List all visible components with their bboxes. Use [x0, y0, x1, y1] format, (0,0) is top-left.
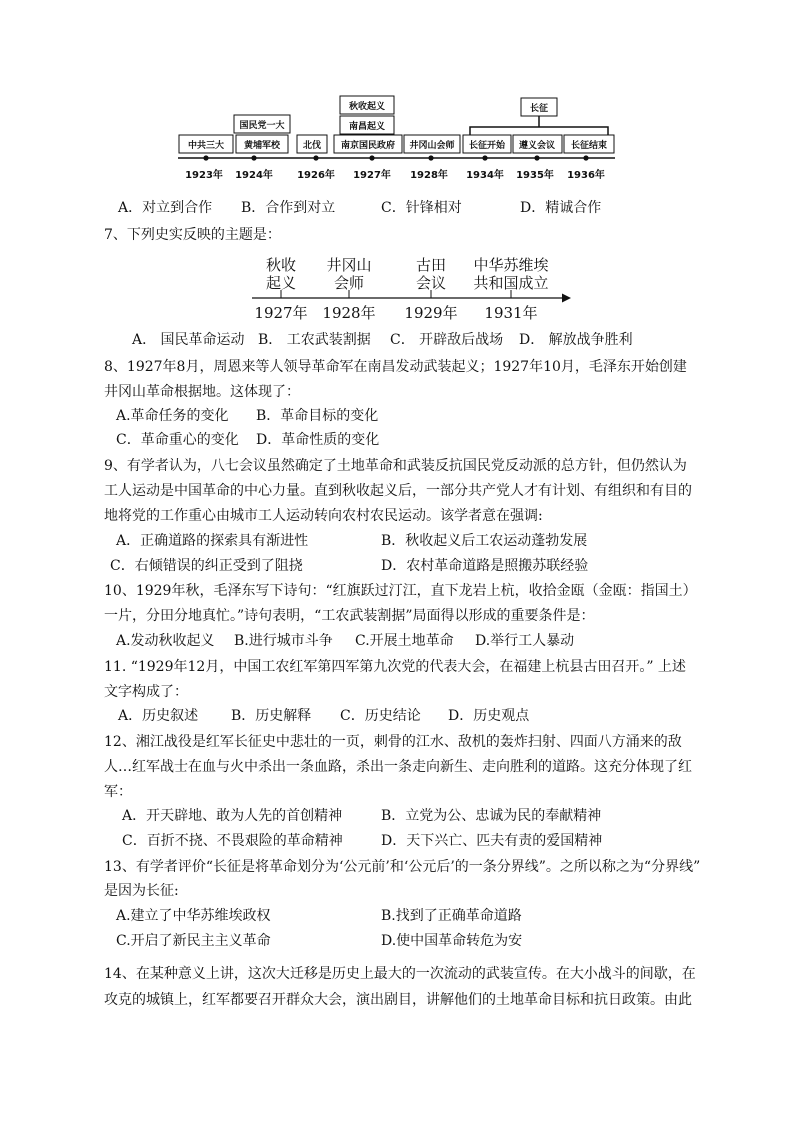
event-label: 长征结束: [570, 141, 608, 151]
year-dot: [369, 155, 374, 160]
option-c[interactable]: C． 开辟敌后战场: [390, 332, 504, 348]
option-b[interactable]: B．历史解释: [231, 708, 312, 724]
question-12-text: 军：: [104, 784, 132, 800]
option-c[interactable]: C．百折不挠、不畏艰险的革命精神: [122, 833, 343, 849]
event-label: 井冈山会师: [409, 141, 455, 151]
year-dot: [482, 155, 487, 160]
option-d[interactable]: D．精诚合作: [520, 200, 602, 216]
year-label: 1929年: [404, 304, 458, 322]
option-d[interactable]: D．革命性质的变化: [256, 432, 380, 448]
option-d[interactable]: D.使中国革命转危为安: [381, 933, 523, 949]
question-13-text: 13、有学者评价“长征是将革命划分为‘公元前’和‘公元后’的一条分界线”。之所以称之为“分界线”: [104, 859, 701, 875]
question-11-text: 文字构成了：: [104, 684, 188, 700]
question-12-text: 人…红军战士在血与火中杀出一条血路，杀出一条走向新生、走向胜利的道路。这充分体现了红: [104, 759, 692, 775]
event-label: 秋收: [265, 256, 297, 274]
event-label: 长征: [529, 104, 549, 114]
year-dot: [251, 155, 256, 160]
event-label: 古田: [415, 256, 447, 274]
event-label: 长征开始: [468, 141, 506, 151]
option-b[interactable]: B．立党为公、忠诚为民的奉献精神: [381, 808, 602, 824]
year-label: 1927年: [353, 170, 391, 181]
timeline-figure-2: [0, 250, 794, 325]
option-d[interactable]: D． 解放战争胜利: [519, 332, 633, 348]
option-d[interactable]: D．农村革命道路是照搬苏联经验: [381, 558, 589, 574]
option-a[interactable]: A．正确道路的探索具有渐进性: [116, 533, 309, 549]
year-dot: [203, 155, 208, 160]
option-b[interactable]: B． 工农武装割据: [258, 332, 371, 348]
year-label: 1928年: [410, 170, 448, 181]
timeline-figure-1: [0, 0, 794, 190]
option-c[interactable]: C．右倾错误的纠正受到了阻挠: [110, 558, 303, 574]
option-b[interactable]: B．秋收起义后工农运动蓬勃发展: [381, 533, 588, 549]
question-8-text: 8、1927年8月，周恩来等人领导革命军在南昌发动武装起义；1927年10月，毛泽东开始创建: [104, 359, 687, 375]
year-label: 1931年: [484, 304, 538, 322]
question-11-text: 11. “1929年12月，中国工农红军第四军第九次党的代表大会，在福建上杭县古田召开。” 上述: [104, 659, 686, 675]
option-b[interactable]: B.找到了正确革命道路: [381, 908, 522, 924]
event-label: 南京国民政府: [340, 141, 396, 151]
year-label: 1934年: [466, 170, 504, 181]
year-dot: [313, 155, 318, 160]
option-a[interactable]: A.革命任务的变化: [116, 408, 229, 424]
year-label: 1935年: [516, 170, 554, 181]
option-a[interactable]: A.发动秋收起义: [116, 633, 215, 649]
option-c[interactable]: C．针锋相对: [381, 200, 462, 216]
year-label: 1926年: [297, 170, 335, 181]
year-dot: [534, 155, 539, 160]
option-d[interactable]: D．天下兴亡、匹夫有责的爱国精神: [381, 833, 603, 849]
event-label: 中共三大: [187, 141, 225, 151]
event-label: 会师: [333, 274, 365, 292]
long-march-bracket: [470, 127, 608, 135]
year-label: 1928年: [322, 304, 376, 322]
question-12-text: 12、湘江战役是红军长征史中悲壮的一页，刺骨的江水、敌机的轰炸扫射、四面八方涌来的敌: [104, 734, 682, 750]
question-8-text: 井冈山革命根据地。这体现了：: [104, 384, 300, 400]
question-10-text: 一片，分田分地真忙。”诗句表明，“工农武装割据”局面得以形成的重要条件是：: [104, 608, 595, 624]
option-b[interactable]: B．革命目标的变化: [256, 408, 379, 424]
event-label: 北伐: [302, 141, 322, 151]
event-label: 中华苏维埃: [473, 256, 549, 274]
option-d[interactable]: D.举行工人暴动: [475, 633, 575, 649]
question-14-text: 攻克的城镇上，红军都要召开群众大会，演出剧目，讲解他们的土地革命目标和抗日政策。由此: [104, 992, 692, 1008]
event-label: 国民党一大: [239, 121, 285, 131]
option-c[interactable]: C.开启了新民主主义革命: [116, 933, 271, 949]
arrow-head-icon: [562, 294, 571, 303]
question-9-text: 地将党的工作重心由城市工人运动转向农村农民运动。该学者意在强调:: [104, 508, 543, 524]
option-b[interactable]: B．合作到对立: [241, 200, 336, 216]
event-label: 南昌起义: [348, 122, 386, 132]
question-14-text: 14、在某种意义上讲，这次大迁移是历史上最大的一次流动的武装宣传。在大小战斗的间歇，在: [104, 966, 696, 982]
option-d[interactable]: D．历史观点: [448, 708, 530, 724]
option-a[interactable]: A．历史叙述: [118, 708, 199, 724]
event-label: 秋收起义: [348, 102, 386, 112]
event-label: 遵义会议: [518, 141, 556, 151]
year-dot: [583, 155, 588, 160]
question-9-text: 9、有学者认为，八七会议虽然确定了土地革命和武装反抗国民党反动派的总方针，但仍然认为: [104, 458, 687, 474]
question-9-text: 工人运动是中国革命的中心力量。直到秋收起义后，一部分共产党人才有计划、有组织和有目的: [104, 483, 692, 499]
option-c[interactable]: C．革命重心的变化: [116, 432, 239, 448]
option-a[interactable]: A.建立了中华苏维埃政权: [116, 908, 271, 924]
event-label: 井冈山: [326, 256, 372, 274]
question-10-text: 10、1929年秋，毛泽东写下诗句：“红旗跃过汀江，直下龙岩上杭，收拾金瓯（金瓯：指国土）: [104, 583, 697, 599]
year-label: 1924年: [235, 170, 273, 181]
option-b[interactable]: B.进行城市斗争: [234, 633, 333, 649]
option-c[interactable]: C.开展土地革命: [355, 633, 454, 649]
event-label: 会议: [415, 274, 447, 292]
year-label: 1936年: [567, 170, 605, 181]
option-a[interactable]: A． 国民革命运动: [132, 332, 245, 348]
event-label: 起义: [265, 274, 297, 292]
question-7-stem: 7、下列史实反映的主题是：: [104, 227, 281, 243]
option-c[interactable]: C．历史结论: [340, 708, 421, 724]
event-label: 黄埔军校: [243, 141, 281, 151]
year-label: 1927年: [254, 304, 308, 322]
question-13-text: 是因为长征:: [104, 883, 179, 899]
event-label: 共和国成立: [473, 274, 549, 292]
option-a[interactable]: A．开天辟地、敢为人先的首创精神: [122, 808, 343, 824]
option-a[interactable]: A．对立到合作: [118, 200, 213, 216]
year-dot: [428, 155, 433, 160]
year-label: 1923年: [185, 170, 223, 181]
